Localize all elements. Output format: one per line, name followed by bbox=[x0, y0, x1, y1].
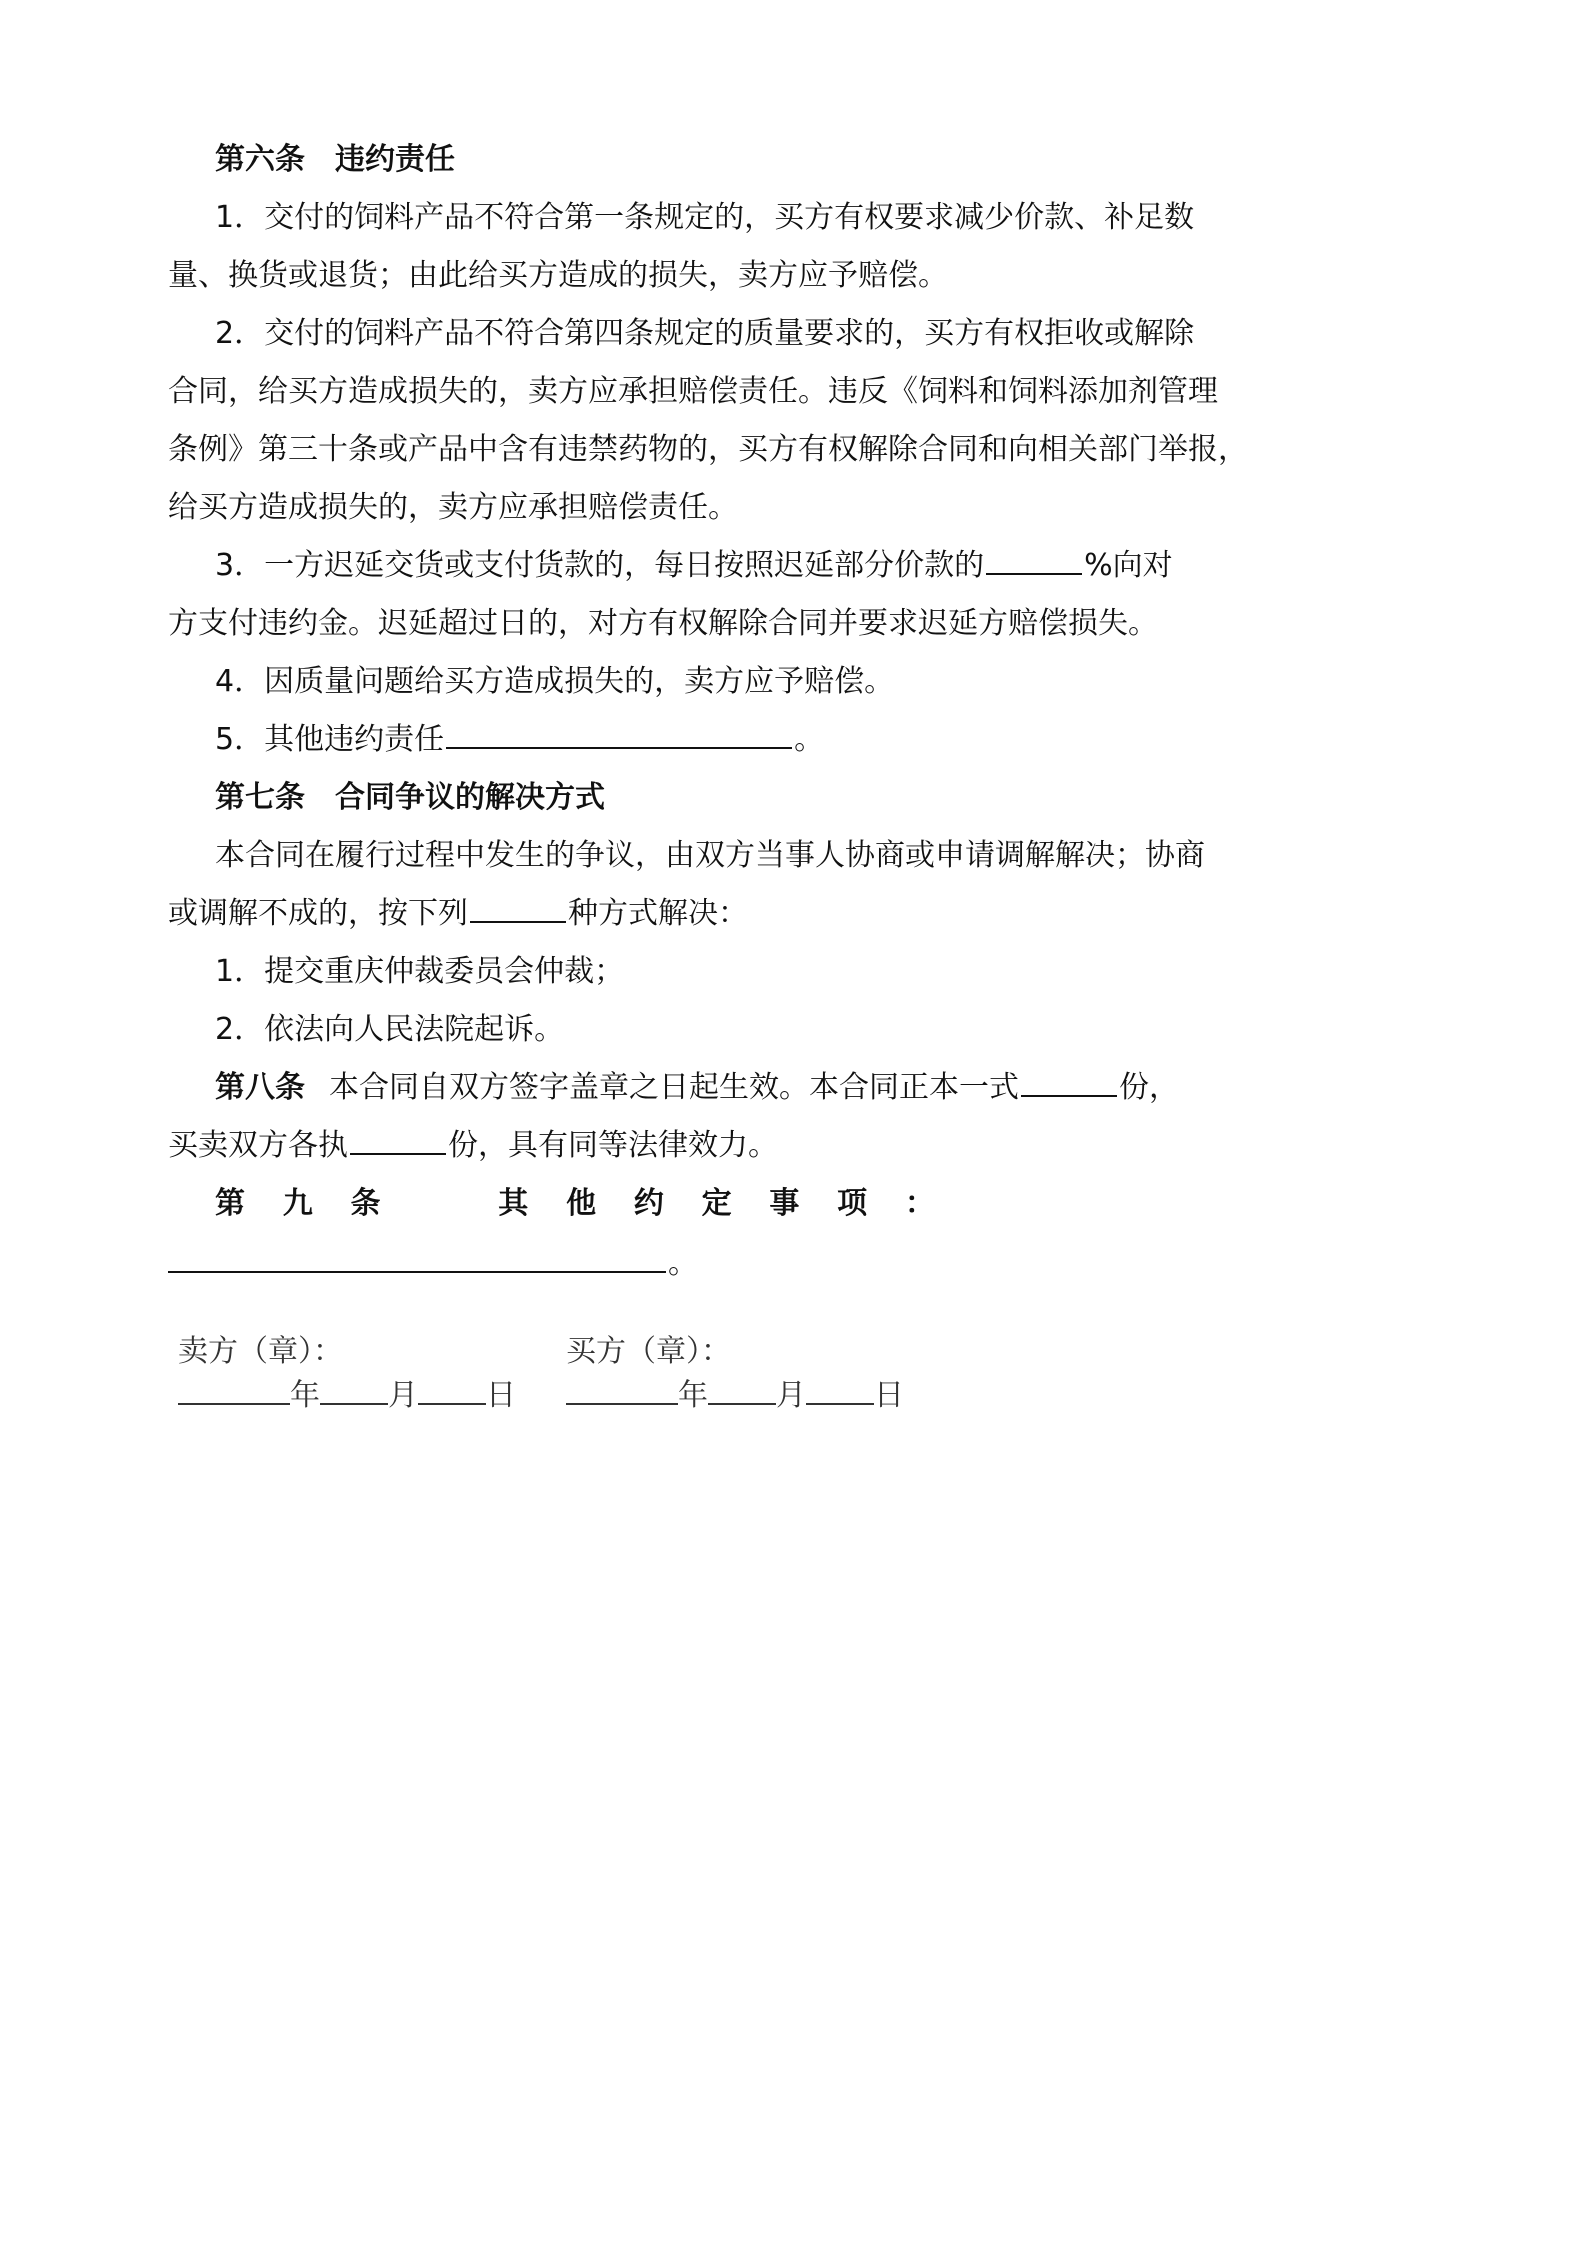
resolution-method-blank[interactable] bbox=[470, 921, 566, 923]
art9-char: 事 bbox=[769, 1186, 800, 1221]
buyer-seal-label: 买方（章）： bbox=[566, 1334, 731, 1369]
article-9-end: 。 bbox=[668, 1246, 698, 1281]
buyer-year-blank[interactable] bbox=[566, 1403, 678, 1405]
item-3-text-a: 3．一方迟延交货或支付货款的，每日按照迟延部分价款的 bbox=[215, 548, 985, 583]
seller-month-blank[interactable] bbox=[320, 1403, 388, 1405]
article-9-heading bbox=[215, 1184, 935, 1224]
seller-date-line bbox=[178, 1376, 516, 1416]
seller-year-blank[interactable] bbox=[178, 1403, 290, 1405]
item-5-end: 。 bbox=[794, 722, 825, 757]
article-6-item-1-line-1: 1．交付的饲料产品不符合第一条规定的，买方有权要求减少价款、补足数 bbox=[215, 200, 1195, 235]
art9-char: 定 bbox=[701, 1186, 732, 1221]
buyer-date-line bbox=[566, 1376, 904, 1416]
art9-char: 条 bbox=[350, 1186, 381, 1221]
article-7-text-b: 种方式解决： bbox=[568, 896, 748, 931]
month-label: 月 bbox=[388, 1378, 418, 1413]
penalty-rate-blank[interactable] bbox=[986, 573, 1082, 575]
seller-day-blank[interactable] bbox=[418, 1403, 486, 1405]
article-7-body-line-1: 本合同在履行过程中发生的争议，由双方当事人协商或申请调解解决；协商 bbox=[215, 838, 1205, 873]
other-matters-blank[interactable] bbox=[168, 1271, 666, 1273]
article-8-line-1 bbox=[215, 1068, 1179, 1108]
item-3-text-b: %向对 bbox=[1084, 548, 1173, 583]
article-7-option-1: 1．提交重庆仲裁委员会仲裁； bbox=[215, 954, 625, 989]
buyer-day-blank[interactable] bbox=[806, 1403, 874, 1405]
month-label: 月 bbox=[776, 1378, 806, 1413]
copies-each-blank[interactable] bbox=[350, 1153, 446, 1155]
article-6-item-2-line-2: 合同，给买方造成损失的，卖方应承担赔偿责任。违反《饲料和饲料添加剂管理 bbox=[168, 374, 1218, 409]
article-8-text-d: 份，具有同等法律效力。 bbox=[448, 1128, 778, 1163]
article-8-text-b: 份， bbox=[1119, 1070, 1179, 1105]
seller-seal-label: 卖方（章）： bbox=[178, 1334, 343, 1369]
copies-total-blank[interactable] bbox=[1021, 1095, 1117, 1097]
article-6-heading: 第六条 违约责任 bbox=[215, 142, 455, 177]
article-7-heading: 第七条 合同争议的解决方式 bbox=[215, 780, 605, 815]
art9-char: ： bbox=[904, 1186, 935, 1221]
art9-char: 第 bbox=[215, 1186, 245, 1221]
article-6-item-5 bbox=[215, 720, 824, 760]
year-label: 年 bbox=[290, 1378, 320, 1413]
article-6-item-2-line-1: 2．交付的饲料产品不符合第四条规定的质量要求的，买方有权拒收或解除 bbox=[215, 316, 1195, 351]
article-6-item-3-line-1 bbox=[215, 546, 1173, 586]
article-8-text-a: 本合同自双方签字盖章之日起生效。本合同正本一式 bbox=[329, 1070, 1019, 1105]
other-liability-blank[interactable] bbox=[446, 747, 792, 749]
art9-char: 九 bbox=[282, 1186, 313, 1221]
article-7-text-a: 或调解不成的，按下列 bbox=[168, 896, 468, 931]
art9-char: 项 bbox=[837, 1186, 868, 1221]
day-label: 日 bbox=[486, 1378, 516, 1413]
article-8-heading: 第八条 bbox=[215, 1070, 305, 1105]
article-9-fill-line bbox=[168, 1244, 698, 1284]
article-8-line-2 bbox=[168, 1126, 778, 1166]
article-7-body-line-2 bbox=[168, 894, 748, 934]
year-label: 年 bbox=[678, 1378, 708, 1413]
day-label: 日 bbox=[874, 1378, 904, 1413]
art9-char: 他 bbox=[566, 1186, 597, 1221]
article-6-item-2-line-3: 条例》第三十条或产品中含有违禁药物的，买方有权解除合同和向相关部门举报， bbox=[168, 432, 1248, 467]
art9-char: 约 bbox=[633, 1186, 664, 1221]
article-6-item-2-line-4: 给买方造成损失的，卖方应承担赔偿责任。 bbox=[168, 490, 738, 525]
item-5-text: 5．其他违约责任 bbox=[215, 722, 445, 757]
buyer-month-blank[interactable] bbox=[708, 1403, 776, 1405]
article-6-item-4: 4．因质量问题给买方造成损失的，卖方应予赔偿。 bbox=[215, 664, 895, 699]
article-6-item-1-line-2: 量、换货或退货；由此给买方造成的损失，卖方应予赔偿。 bbox=[168, 258, 948, 293]
article-8-text-c: 买卖双方各执 bbox=[168, 1128, 348, 1163]
article-6-item-3-line-2: 方支付违约金。迟延超过日的，对方有权解除合同并要求迟延方赔偿损失。 bbox=[168, 606, 1158, 641]
article-7-option-2: 2．依法向人民法院起诉。 bbox=[215, 1012, 565, 1047]
art9-char: 其 bbox=[498, 1186, 529, 1221]
